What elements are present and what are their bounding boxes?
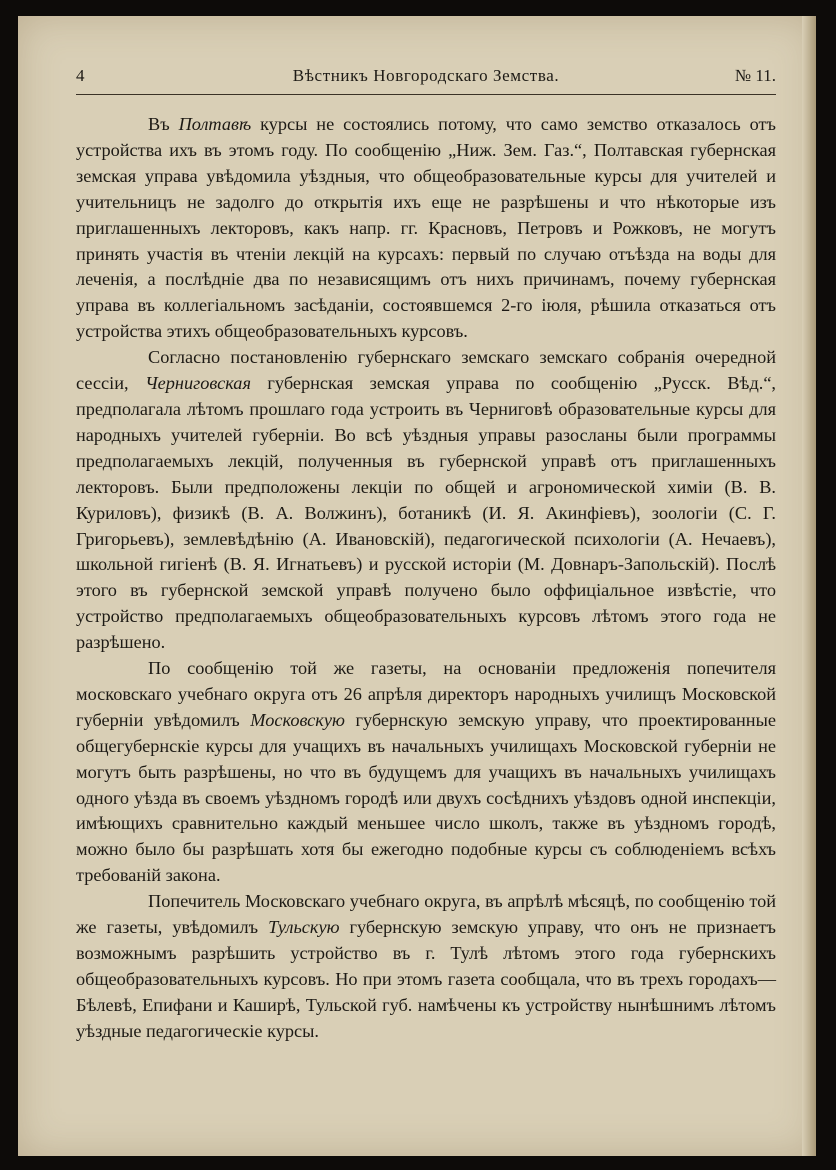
paragraph-text: По сообщенію той же газеты, на основаніи предложенія попечителя московскаго учебнаго округа отъ 26 апрѣля директоръ народныхъ училищъ Московской губерніи увѣдомилъ — [76, 658, 776, 730]
journal-title: Вѣстникъ Новгородскаго Земства. — [292, 66, 560, 85]
place-name-italic: Тульскую — [268, 917, 340, 938]
paragraph-text: Согласно постановленію губернскаго земскаго земскаго собранія очередной сессіи, — [76, 347, 776, 394]
place-name-italic: Московскую — [250, 709, 345, 730]
paragraph-poltava — [76, 112, 776, 345]
paragraph-moscow — [76, 656, 776, 889]
paragraph-chernigov — [76, 345, 776, 656]
place-name-italic: Черниговская — [145, 373, 251, 394]
header-rule — [76, 94, 776, 95]
article-body — [76, 112, 776, 1045]
page-edge-shadow — [802, 16, 816, 1156]
issue-number: № 11. — [734, 66, 776, 85]
place-name-italic: Полтавѣ — [178, 114, 252, 134]
journal-page — [18, 16, 816, 1156]
paragraph-text: Въ — [148, 114, 179, 134]
paragraph-text: Попечитель Московскаго учебнаго округа, въ апрѣлѣ мѣсяцѣ, по сообщенію той же газеты, увѣдомилъ — [76, 891, 776, 938]
paragraph-tula — [76, 889, 776, 1044]
paragraph-text: губернскую земскую управу, что проектированные общегубернскіе курсы для учащихъ въ начальныхъ училищахъ Московской губерніи не могутъ быть разрѣшены, но что въ будущемъ для учащихъ въ начальныхъ училищахъ одного уѣзда въ своемъ уѣздномъ городѣ или двухъ сосѣднихъ уѣздовъ одной инспекціи, имѣющихъ сравнительно каждый меньшее число школъ, также въ уѣздномъ городѣ, можно было бы разрѣшать хотя бы ежегодно подобные курсы съ соблюденіемъ всѣхъ требованій закона. — [76, 709, 776, 886]
page-number: 4 — [76, 66, 85, 85]
paragraph-text: курсы не состоялись потому, что само земство отказалось отъ устройства ихъ въ этомъ году. По сообщенію „Ниж. Зем. Газ.“, Полтавская губернская земская управа увѣдомила уѣздныя, что общеобразовательные курсы для учителей и учительницъ не задолго до открытія ихъ еще не разрѣшены и что нѣкоторые изъ приглашенныхъ лекторовъ, какъ напр. гг. Красновъ, Петровъ и Рожковъ, не могутъ принять участія въ чтеніи лекцій на курсахъ: первый по случаю отъѣзда на воды для леченія, а послѣдніе два по независящимъ отъ нихъ причинамъ, почему губернская управа въ коллегіальномъ засѣданіи, состоявшемся 2-го іюля, рѣшила отказаться отъ устройства этихъ общеобразовательныхъ курсовъ. — [76, 114, 776, 342]
paragraph-text: губернскую земскую управу, что онъ не признаетъ возможнымъ разрѣшить устройство въ г. Тулѣ лѣтомъ этого года губернскихъ общеобразовательныхъ курсовъ. Но при этомъ газета сообщала, что въ трехъ городахъ—Бѣлевѣ, Епифани и Каширѣ, Тульской губ. намѣчены къ устройству нынѣшнимъ лѣтомъ уѣздные педагогическіе курсы. — [76, 917, 776, 1041]
paragraph-text: губернская земская управа по сообщенію „Русск. Вѣд.“, предполагала лѣтомъ прошлаго года устроить въ Черниговѣ образовательные курсы для народныхъ учителей губерніи. Во всѣ уѣздныя управы разосланы были программы предполагаемыхъ лекцій, полученныя въ губернской управѣ отъ приглашенныхъ лекторовъ. Были предположены лекціи по общей и агрономической химіи (В. В. Куриловъ), физикѣ (В. А. Волжинъ), ботаникѣ (И. Я. Акинфіевъ), зоологіи (С. Г. Григорьевъ), землевѣдѣнію (А. Ивановскій), педагогической психологіи (А. Нечаевъ), школьной гигіенѣ (В. Я. Игнатьевъ) и русской исторіи (М. Довнаръ-Запольскій). Послѣ этого въ губернской земской управѣ получено было оффиціальное извѣстіе, что устройство предполагаемыхъ общеобразовательныхъ курсовъ лѣтомъ этого года не разрѣшено. — [76, 373, 777, 653]
running-header — [76, 66, 776, 90]
